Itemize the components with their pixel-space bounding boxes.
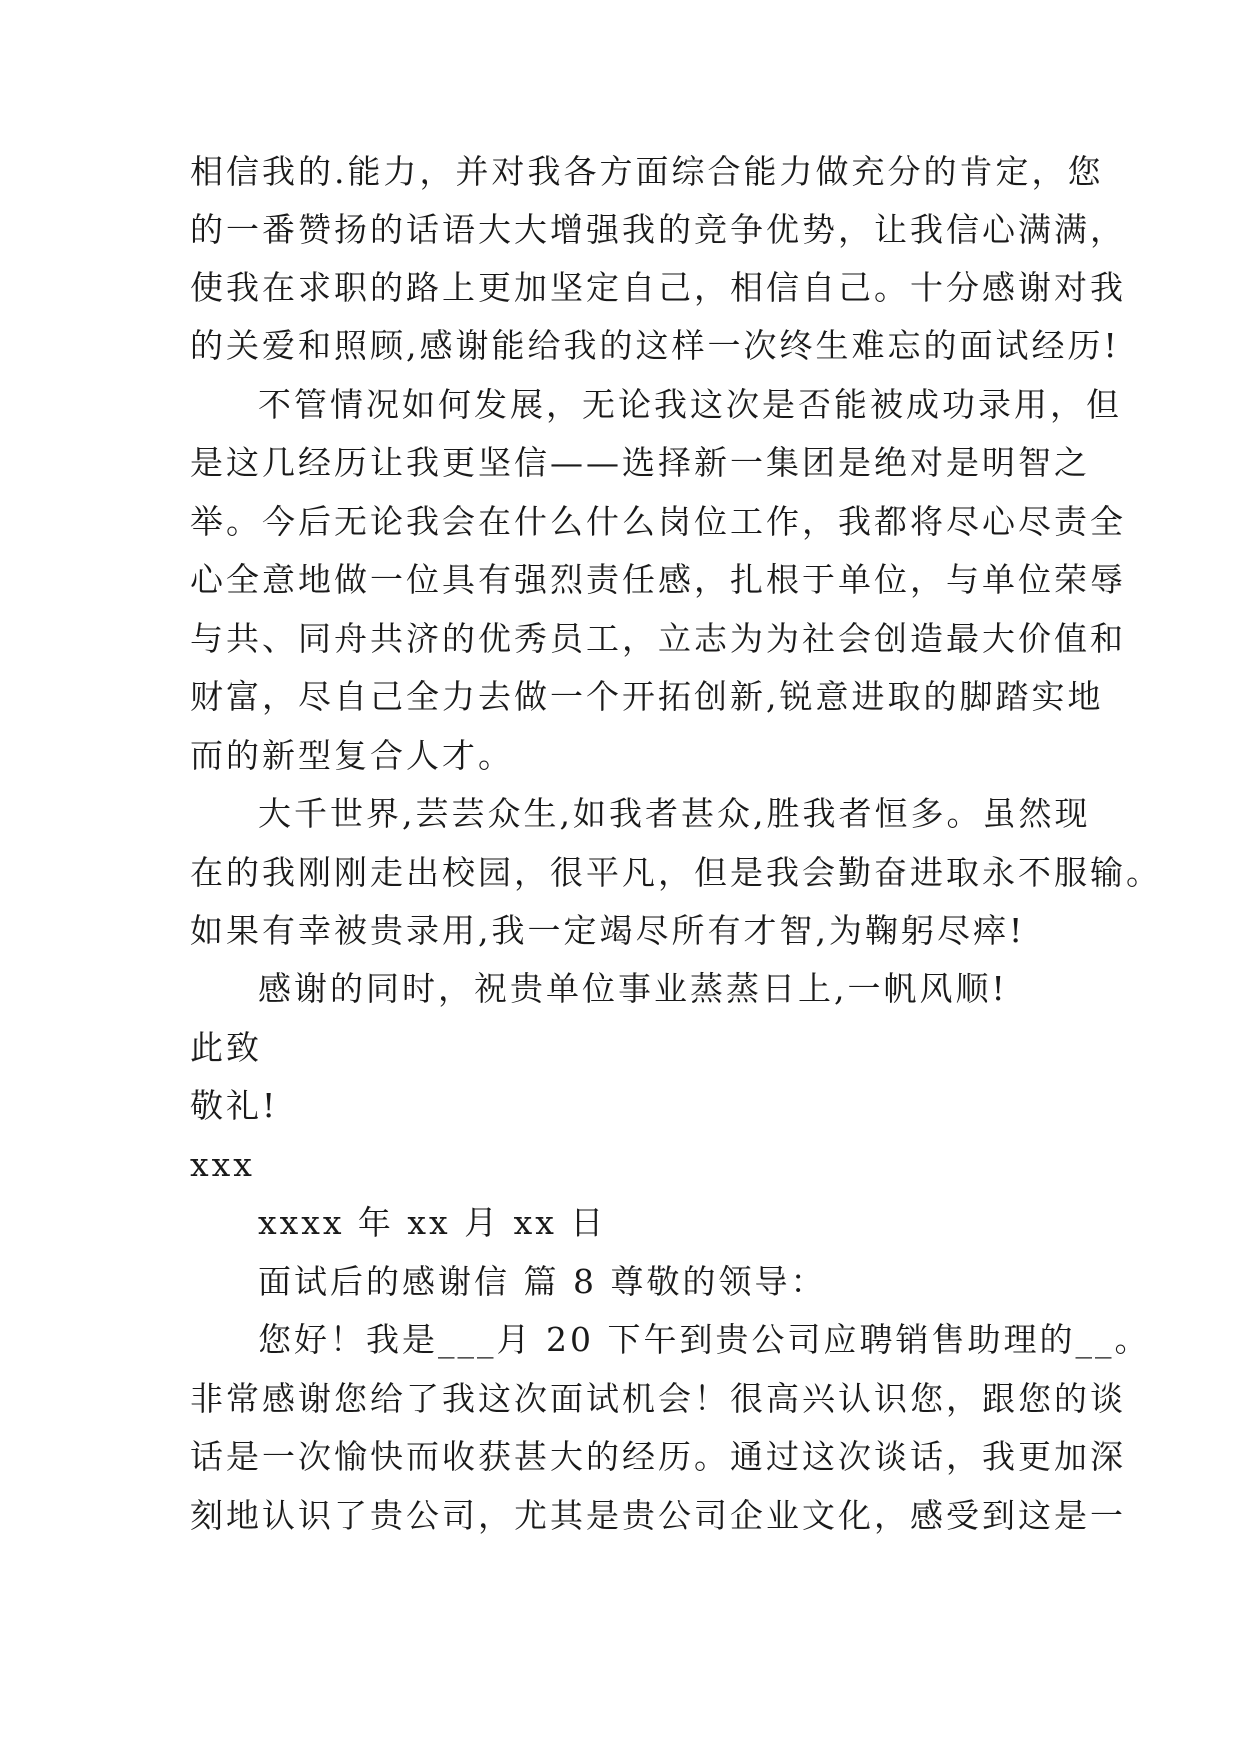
text-line: 心全意地做一位具有强烈责任感，扎根于单位，与单位荣辱 (190, 560, 1126, 599)
salutation-line: 此致 (190, 1028, 262, 1067)
text-line: 非常感谢您给了我这次面试机会！很高兴认识您，跟您的谈 (190, 1379, 1126, 1418)
text-line: 的一番赞扬的话语大大增强我的竞争优势，让我信心满满， (190, 210, 1126, 249)
text-line: 在的我刚刚走出校园，很平凡，但是我会勤奋进取永不服输。 (190, 853, 1162, 892)
text-line: 相信我的.能力，并对我各方面综合能力做充分的肯定，您 (190, 152, 1104, 191)
text-line: 您好！我是___月 20 下午到贵公司应聘销售助理的__。 (258, 1320, 1151, 1359)
text-line: 而的新型复合人才。 (190, 736, 514, 775)
text-line: 与共、同舟共济的优秀员工，立志为为社会创造最大价值和 (190, 619, 1126, 658)
section-heading: 面试后的感谢信 篇 8 尊敬的领导： (258, 1262, 827, 1301)
text-line: 感谢的同时，祝贵单位事业蒸蒸日上,一帆风顺! (258, 969, 1008, 1008)
text-line: 如果有幸被贵录用,我一定竭尽所有才智,为鞠躬尽瘁! (190, 911, 1026, 950)
text-line: 使我在求职的路上更加坚定自己，相信自己。十分感谢对我 (190, 268, 1126, 307)
text-line: 是这几经历让我更坚信——选择新一集团是绝对是明智之 (190, 443, 1090, 482)
text-line: 大千世界,芸芸众生,如我者甚众,胜我者恒多。虽然现 (258, 794, 1091, 833)
text-line: 的关爱和照顾,感谢能给我的这样一次终生难忘的面试经历! (190, 326, 1120, 365)
text-line: 财富，尽自己全力去做一个开拓创新,锐意进取的脚踏实地 (190, 677, 1104, 716)
text-line: 举。今后无论我会在什么什么岗位工作，我都将尽心尽责全 (190, 502, 1126, 541)
text-line: 话是一次愉快而收获甚大的经历。通过这次谈话，我更加深 (190, 1437, 1126, 1476)
text-line: 不管情况如何发展，无论我这次是否能被成功录用，但 (258, 385, 1122, 424)
text-line: 刻地认识了贵公司，尤其是贵公司企业文化，感受到这是一 (190, 1496, 1126, 1535)
salutation-line: 敬礼! (190, 1086, 279, 1125)
signature-name: xxx (190, 1145, 255, 1184)
signature-date: xxxx 年 xx 月 xx 日 (258, 1203, 607, 1242)
